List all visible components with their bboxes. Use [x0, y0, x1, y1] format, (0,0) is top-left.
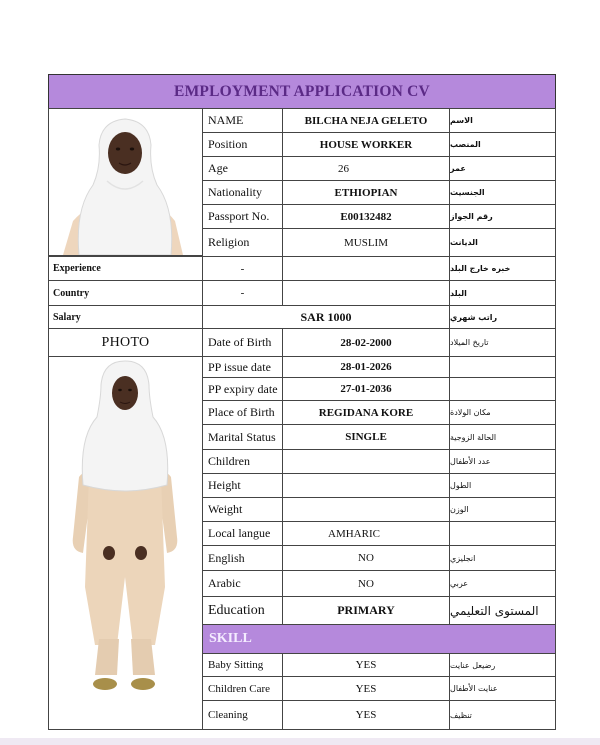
experience-label: Experience [48, 256, 203, 281]
name-arabic: الاسم [449, 108, 556, 133]
local-langue-label: Local langue [202, 521, 283, 546]
salary-arabic: راتب شهري [449, 305, 556, 329]
passport-arabic: رقم الجواز [449, 204, 556, 229]
dob-arabic: تاريخ الميلاد [449, 328, 556, 357]
arabic-arabic: عربي [449, 570, 556, 597]
local-langue-value: AMHARIC [282, 521, 450, 546]
experience-value: - [202, 256, 283, 281]
country-label: Country [48, 280, 203, 306]
height-value [282, 473, 450, 498]
skill-header: SKILL [202, 624, 556, 654]
skill-label: Cleaning [202, 700, 283, 730]
photo-label: PHOTO [48, 328, 203, 357]
skill-value: YES [282, 676, 450, 701]
pp-expiry-value: 27-01-2036 [282, 377, 450, 401]
arabic-label: Arabic [202, 570, 283, 597]
salary-label: Salary [48, 305, 203, 329]
religion-value: MUSLIM [282, 228, 450, 257]
local-langue-arabic [449, 521, 556, 546]
english-label: English [202, 545, 283, 571]
education-label: Education [202, 596, 283, 625]
skill-arabic: عنايت الأطفال [449, 676, 556, 701]
marital-status-label: Marital Status [202, 424, 283, 450]
religion-label: Religion [202, 228, 283, 257]
skill-arabic: رضيعل عنايت [449, 653, 556, 677]
children-label: Children [202, 449, 283, 474]
dob-value: 28-02-2000 [282, 328, 450, 357]
height-label: Height [202, 473, 283, 498]
education-value: PRIMARY [282, 596, 450, 625]
nationality-arabic: الجنسيت [449, 180, 556, 205]
country-arabic: البلد [449, 280, 556, 306]
english-arabic: انجليزي [449, 545, 556, 571]
page-bottom-strip [0, 738, 600, 745]
passport-value: E00132482 [282, 204, 450, 229]
nationality-label: Nationality [202, 180, 283, 205]
weight-value [282, 497, 450, 522]
nationality-value: ETHIOPIAN [282, 180, 450, 205]
pp-issue-arabic [449, 356, 556, 378]
skill-label: Children Care [202, 676, 283, 701]
age-arabic: عمر [449, 156, 556, 181]
education-arabic: المستوى التعليمي [449, 596, 556, 625]
marital-status-arabic: الحالة الزوجية [449, 424, 556, 450]
age-value: 26 [282, 156, 450, 181]
weight-arabic: الوزن [449, 497, 556, 522]
skill-arabic: تنظيف [449, 700, 556, 730]
country-blank [282, 280, 450, 306]
english-value: NO [282, 545, 450, 571]
salary-value: SAR 1000 [202, 305, 450, 329]
position-arabic: المنصب [449, 132, 556, 157]
cv-title: EMPLOYMENT APPLICATION CV [48, 74, 556, 109]
pp-issue-label: PP issue date [202, 356, 283, 378]
pp-expiry-arabic [449, 377, 556, 401]
country-value: - [202, 280, 283, 306]
skill-value: YES [282, 653, 450, 677]
pp-issue-value: 28-01-2026 [282, 356, 450, 378]
children-value [282, 449, 450, 474]
passport-label: Passport No. [202, 204, 283, 229]
position-label: Position [202, 132, 283, 157]
pp-expiry-label: PP expiry date [202, 377, 283, 401]
fullbody-photo-cell [48, 356, 203, 730]
place-of-birth-arabic: مكان الولادة [449, 400, 556, 425]
children-arabic: عدد الأطفال [449, 449, 556, 474]
experience-arabic: خبره خارج البلد [449, 256, 556, 281]
position-value: HOUSE WORKER [282, 132, 450, 157]
age-label: Age [202, 156, 283, 181]
name-value: BILCHA NEJA GELETO [282, 108, 450, 133]
marital-status-value: SINGLE [282, 424, 450, 450]
experience-blank [282, 256, 450, 281]
headshot-photo-cell [48, 108, 203, 256]
name-label: NAME [202, 108, 283, 133]
place-of-birth-label: Place of Birth [202, 400, 283, 425]
height-arabic: الطول [449, 473, 556, 498]
skill-label: Baby Sitting [202, 653, 283, 677]
dob-label: Date of Birth [202, 328, 283, 357]
place-of-birth-value: REGIDANA KORE [282, 400, 450, 425]
headshot-photo [49, 109, 202, 255]
arabic-value: NO [282, 570, 450, 597]
weight-label: Weight [202, 497, 283, 522]
fullbody-photo [49, 357, 202, 729]
skill-value: YES [282, 700, 450, 730]
religion-arabic: الديانت [449, 228, 556, 257]
